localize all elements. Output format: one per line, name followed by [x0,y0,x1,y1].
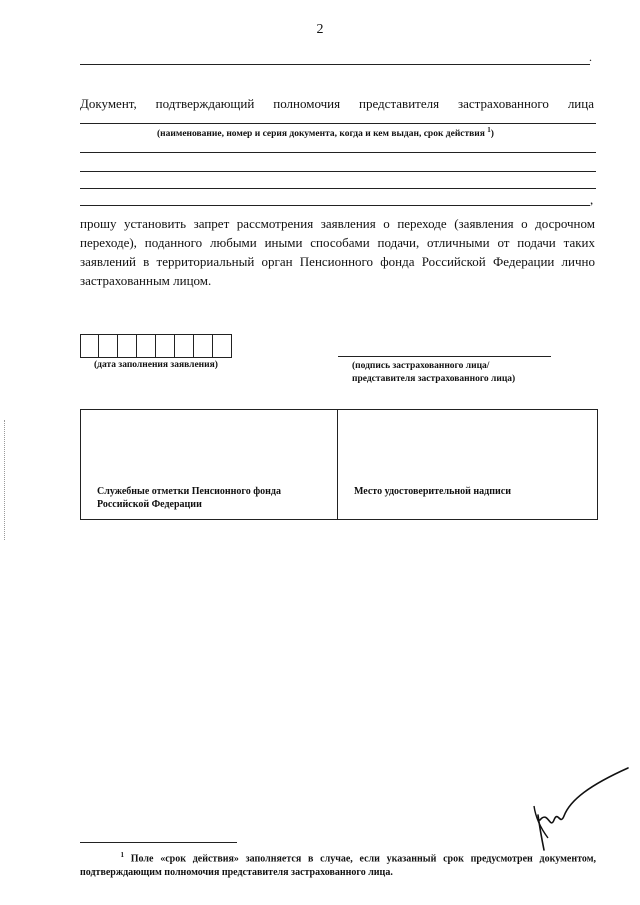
footnote-number: 1 [120,851,124,859]
box-divider [337,410,338,519]
signature-caption-line-1: (подпись застрахованного лица/ [352,361,490,371]
scan-edge-mark [4,420,6,540]
date-cell[interactable] [156,334,175,358]
document-field-hint [157,126,494,139]
document-field-line-3[interactable] [80,171,596,172]
document-field-line-2[interactable] [80,152,596,153]
top-blank-line[interactable] [80,64,590,65]
date-cell[interactable] [137,334,156,358]
page-number: 2 [316,22,324,37]
date-cell[interactable] [194,334,213,358]
document-hint-text: (наименование, номер и серия документа, когда и кем выдан, срок действия [157,129,485,140]
footnote [80,848,596,880]
certification-place-label: Место удостоверительной надписи [354,486,511,497]
date-cells[interactable] [80,334,232,358]
date-cell[interactable] [99,334,118,358]
date-cell[interactable] [175,334,194,358]
signature-caption-line-2: представителя застрахованного лица) [352,374,516,384]
service-marks-box [80,409,598,520]
signature-caption [352,360,515,386]
document-field-line-4[interactable] [80,188,596,189]
document-hint-close: ) [490,129,494,140]
signature-line[interactable] [338,356,551,357]
handwritten-signature [520,760,635,855]
request-paragraph: прошу установить запрет рассмотрения заявления о переходе (заявления о досрочном переходе), поданного любыми иными способами подачи, отличными от подачи таких заявлений в территориальный орган Пенсионного фонда Российской Федерации лично застрахованным лицом. [80,216,595,288]
footnote-text: Поле «срок действия» заполняется в случае, если указанный срок предусмотрен документом, подтверждающим полномочия представителя застрахованного лица. [80,853,597,879]
footnote-mark: 1 [487,126,491,134]
pension-fund-marks-label: Служебные отметки Пенсионного фонда Российской Федерации [97,486,281,510]
document-field-line-5[interactable] [80,205,590,206]
date-caption: (дата заполнения заявления) [94,360,218,370]
representative-document-label: Документ, подтверждающий полномочия представителя застрахованного лица [80,96,594,111]
date-cell[interactable] [80,334,99,358]
document-trailing-comma: , [590,192,594,207]
footnote-separator [80,842,237,843]
date-cell[interactable] [118,334,137,358]
document-field-line-1[interactable] [80,123,596,124]
date-cell[interactable] [213,334,232,358]
top-line-dot: . [589,50,592,64]
